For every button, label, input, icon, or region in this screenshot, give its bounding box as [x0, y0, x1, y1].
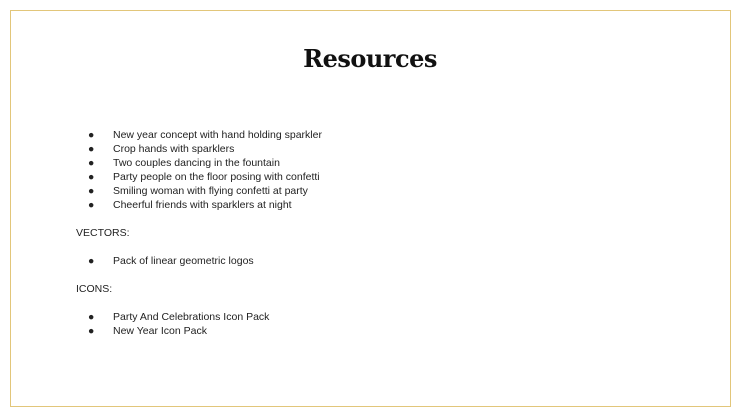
list-item: ● Cheerful friends with sparklers at night: [88, 199, 292, 211]
page-title: Resources: [303, 44, 437, 73]
bullet-icon: ●: [88, 129, 95, 141]
list-item: ● New year concept with hand holding sparkler: [88, 129, 322, 141]
vectors-list: [76, 254, 322, 268]
vectors-heading: VECTORS:: [76, 227, 130, 239]
bullet-icon: ●: [88, 143, 95, 155]
list-item: ● Crop hands with sparklers: [88, 143, 235, 155]
icons-list: [76, 310, 322, 338]
bullet-icon: ●: [88, 185, 95, 197]
icons-heading: ICONS:: [76, 283, 113, 295]
bullet-icon: ●: [88, 171, 95, 183]
bullet-icon: ●: [88, 325, 95, 337]
list-item: ● Pack of linear geometric logos: [88, 255, 254, 267]
bullet-icon: ●: [88, 157, 95, 169]
list-item: ● Party And Celebrations Icon Pack: [88, 311, 270, 323]
list-item: ● Smiling woman with flying confetti at party: [88, 185, 308, 197]
bullet-icon: ●: [88, 255, 95, 267]
list-item: ● New Year Icon Pack: [88, 325, 207, 337]
list-item: ● Party people on the floor posing with confetti: [88, 171, 320, 183]
photos-list: [76, 128, 322, 212]
bullet-icon: ●: [88, 311, 95, 323]
list-item: ● Two couples dancing in the fountain: [88, 157, 280, 169]
bullet-icon: ●: [88, 199, 95, 211]
resources-content: [76, 128, 322, 338]
